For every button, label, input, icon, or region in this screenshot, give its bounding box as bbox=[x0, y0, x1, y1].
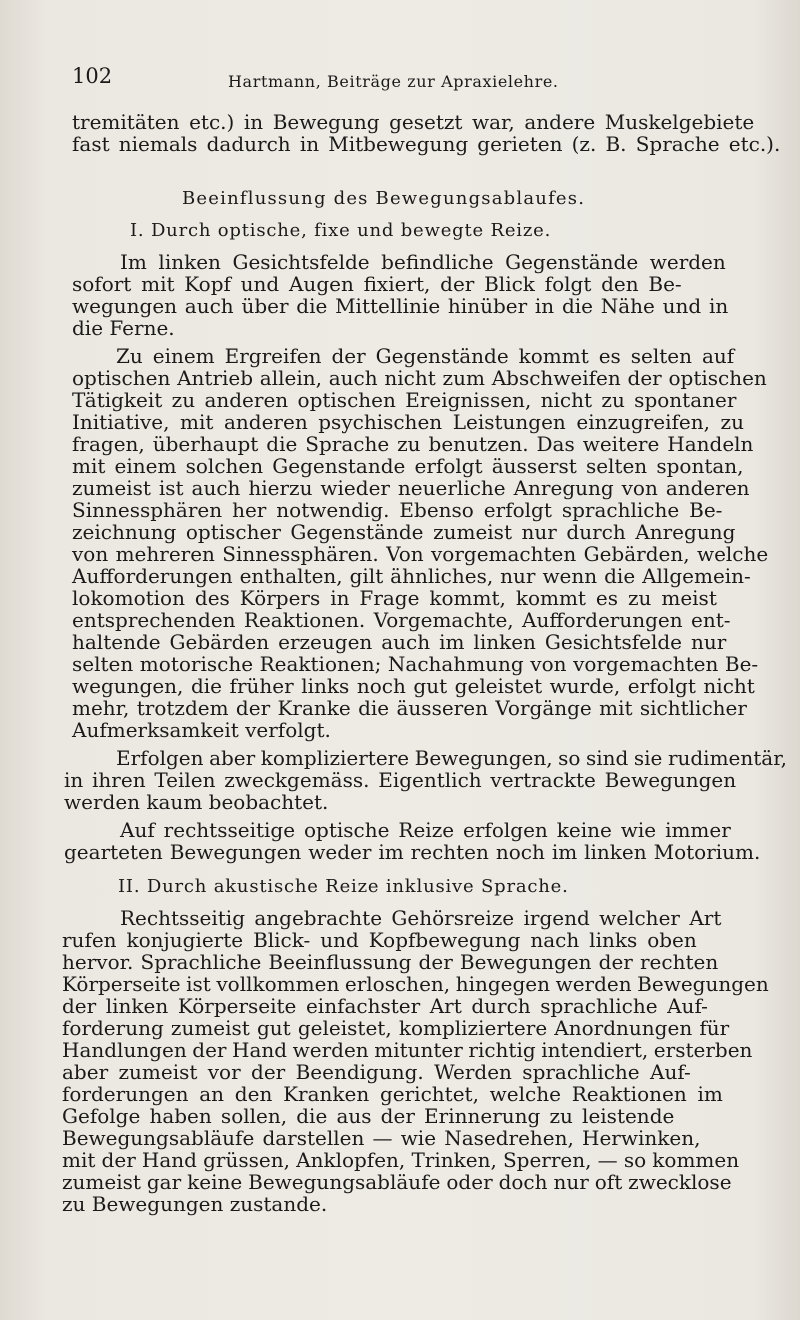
text-line: aber zumeist vor der Beendigung. Werden sprachliche Auf- bbox=[62, 1060, 691, 1084]
text-line: wegungen, die früher links noch gut geleistet wurde, erfolgt nicht bbox=[72, 674, 755, 698]
text-line: Sinnessphären her notwendig. Ebenso erfolgt sprachliche Be- bbox=[72, 498, 723, 522]
text-line: Aufmerksamkeit verfolgt. bbox=[72, 718, 331, 742]
text-line: optischen Antrieb allein, auch nicht zum Abschweifen der optischen bbox=[72, 366, 767, 390]
text-line: Gefolge haben sollen, die aus der Erinnerung zu leistende bbox=[62, 1104, 675, 1128]
text-line: Auf rechtsseitige optische Reize erfolgen keine wie immer bbox=[120, 818, 731, 842]
text-line: Tätigkeit zu anderen optischen Ereignissen, nicht zu spontaner bbox=[72, 388, 737, 412]
text-line: werden kaum beobachtet. bbox=[64, 790, 329, 814]
text-line: lokomotion des Körpers in Frage kommt, kommt es zu meist bbox=[72, 586, 717, 610]
subsection-heading: I. Durch optische, fixe und bewegte Reize. bbox=[130, 220, 552, 241]
running-head: Hartmann, Beiträge zur Apraxielehre. bbox=[228, 72, 559, 91]
text-line: Bewegungsabläufe darstellen — wie Nasedrehen, Herwinken, bbox=[62, 1126, 701, 1150]
text-line: Aufforderungen enthalten, gilt ähnliches, nur wenn die Allgemein- bbox=[72, 564, 751, 588]
text-line: fragen, überhaupt die Sprache zu benutzen. Das weitere Handeln bbox=[72, 432, 754, 456]
text-line: forderungen an den Kranken gerichtet, welche Reaktionen im bbox=[62, 1082, 723, 1106]
text-line: tremitäten etc.) in Bewegung gesetzt war, andere Muskelgebiete bbox=[72, 110, 755, 134]
page-number: 102 bbox=[72, 64, 113, 88]
text-line: zu Bewegungen zustande. bbox=[62, 1192, 328, 1216]
text-line: zumeist gar keine Bewegungsabläufe oder doch nur oft zwecklose bbox=[62, 1170, 732, 1194]
text-line: haltende Gebärden erzeugen auch im linken Gesichtsfelde nur bbox=[72, 630, 727, 654]
text-line: mehr, trotzdem der Kranke die äusseren Vorgänge mit sichtlicher bbox=[72, 696, 747, 720]
page-header bbox=[72, 64, 592, 96]
text-line: in ihren Teilen zweckgemäss. Eigentlich vertrackte Bewegungen bbox=[64, 768, 737, 792]
text-line: wegungen auch über die Mittellinie hinüber in die Nähe und in bbox=[72, 294, 729, 318]
text-line: Im linken Gesichtsfelde befindliche Gegenstände werden bbox=[120, 250, 726, 274]
text-line: Handlungen der Hand werden mitunter richtig intendiert, ersterben bbox=[62, 1038, 753, 1062]
text-line: Initiative, mit anderen psychischen Leistungen einzugreifen, zu bbox=[72, 410, 744, 434]
text-line: fast niemals dadurch in Mitbewegung gerieten (z. B. Sprache etc.). bbox=[72, 132, 781, 156]
text-line: die Ferne. bbox=[72, 316, 175, 340]
text-line: mit der Hand grüssen, Anklopfen, Trinken, Sperren, — so kommen bbox=[62, 1148, 740, 1172]
text-line: Körperseite ist vollkommen erloschen, hingegen werden Bewegungen bbox=[62, 972, 769, 996]
text-line: zumeist ist auch hierzu wieder neuerliche Anregung von anderen bbox=[72, 476, 750, 500]
text-line: mit einem solchen Gegenstande erfolgt äusserst selten spontan, bbox=[72, 454, 744, 478]
subsection-heading: II. Durch akustische Reize inklusive Sprache. bbox=[118, 876, 569, 897]
text-line: gearteten Bewegungen weder im rechten noch im linken Motorium. bbox=[64, 840, 761, 864]
text-line: zeichnung optischer Gegenstände zumeist nur durch Anregung bbox=[72, 520, 736, 544]
text-line: Rechtsseitig angebrachte Gehörsreize irgend welcher Art bbox=[120, 906, 722, 930]
text-line: hervor. Sprachliche Beeinflussung der Bewegungen der rechten bbox=[62, 950, 719, 974]
text-line: selten motorische Reaktionen; Nachahmung von vorgemachten Be- bbox=[72, 652, 759, 676]
text-line: der linken Körperseite einfachster Art durch sprachliche Auf- bbox=[62, 994, 708, 1018]
text-line: forderung zumeist gut geleistet, kompliziertere Anordnungen für bbox=[62, 1016, 730, 1040]
text-line: rufen konjugierte Blick- und Kopfbewegung nach links oben bbox=[62, 928, 697, 952]
text-line: von mehreren Sinnessphären. Von vorgemachten Gebärden, welche bbox=[72, 542, 769, 566]
text-line: entsprechenden Reaktionen. Vorgemachte, Aufforderungen ent- bbox=[72, 608, 731, 632]
text-line: Erfolgen aber kompliziertere Bewegungen, so sind sie rudimentär, bbox=[116, 746, 787, 770]
text-line: sofort mit Kopf und Augen fixiert, der Blick folgt den Be- bbox=[72, 272, 682, 296]
text-line: Zu einem Ergreifen der Gegenstände kommt es selten auf bbox=[116, 344, 735, 368]
section-heading: Beeinflussung des Bewegungsablaufes. bbox=[182, 188, 586, 209]
